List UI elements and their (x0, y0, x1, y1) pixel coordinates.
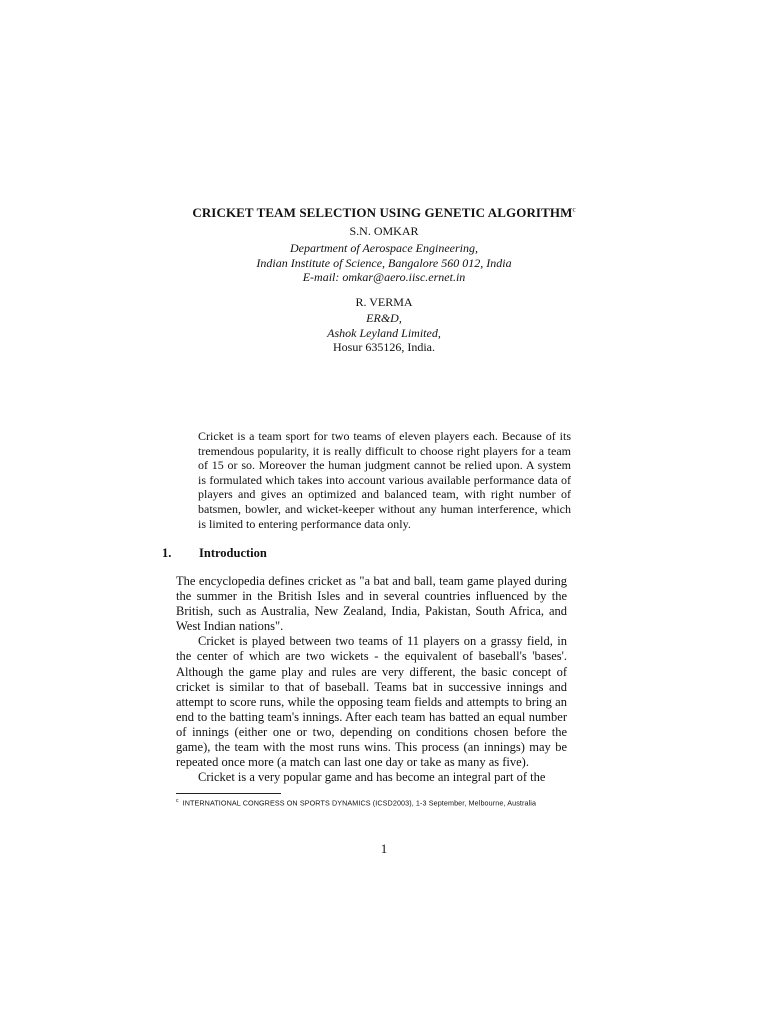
section-title: Introduction (199, 546, 267, 560)
author-2-affiliation (0, 311, 768, 355)
section-number: 1. (162, 546, 172, 560)
author-2-company: Ashok Leyland Limited, (327, 325, 441, 340)
footnote (176, 798, 536, 807)
footnote-rule (176, 793, 281, 794)
author-2-address: Hosur 635126, India. (333, 340, 435, 354)
paragraph-3: Cricket is a very popular game and has become an integral part of the (198, 770, 546, 785)
author-2-division: ER&D, (366, 311, 402, 325)
paragraph-2: Cricket is played between two teams of 11 players on a grassy field, in the center of which are two wickets - the equivalent of baseball's 'bases'. Although the game play and rules are very different, the basic concept of cricket is similar to that of baseball. Teams bat in successive innings and attempt to score runs, while the opposing team fields and attempts to bring an end to the batting team's innings. After each team has batted an equal number of innings (either one or two, depending on conditions chosen before the game), the team with the most runs wins. This process (an innings) may be repeated once more (a match can last one day or take as many as five). (176, 634, 567, 770)
footnote-text: INTERNATIONAL CONGRESS ON SPORTS DYNAMICS (ICSD2003), 1-3 September, Melbourne, Australia (182, 798, 537, 808)
author-1-email: E-mail: omkar@aero.iisc.ernet.in (302, 270, 466, 284)
abstract: Cricket is a team sport for two teams of eleven players each. Because of its tremendous popularity, it is really difficult to choose right players for a team of 15 or so. Moreover the human judgment cannot be relied upon. A system is formulated which takes into account various available performance data of players and gives an optimized and balanced team, with right number of batsmen, bowler, and wicket-keeper without any human interference, which is limited to entering performance data only. (198, 429, 571, 531)
section-body (176, 574, 567, 785)
footnote-mark: c (176, 798, 179, 804)
title-footnote-mark: c (572, 205, 576, 214)
paragraph-1: The encyclopedia defines cricket as "a bat and ball, team game played during the summer in the British Isles and in several countries influenced by the British, such as Australia, New Zealand, India, Pakistan, South Africa, and West Indian nations". (176, 574, 567, 634)
author-1-institute: Indian Institute of Science, Bangalore 560 012, India (256, 255, 512, 270)
author-1-department: Department of Aerospace Engineering, (290, 241, 478, 255)
author-1-name: S.N. OMKAR (349, 224, 419, 238)
author-2-name: R. VERMA (355, 295, 413, 309)
paper-title (0, 205, 768, 221)
section-heading (162, 546, 267, 561)
page-number: 1 (380, 841, 388, 856)
author-1-affiliation (0, 241, 768, 285)
paper-title-text: CRICKET TEAM SELECTION USING GENETIC ALGORITHM (192, 205, 573, 220)
